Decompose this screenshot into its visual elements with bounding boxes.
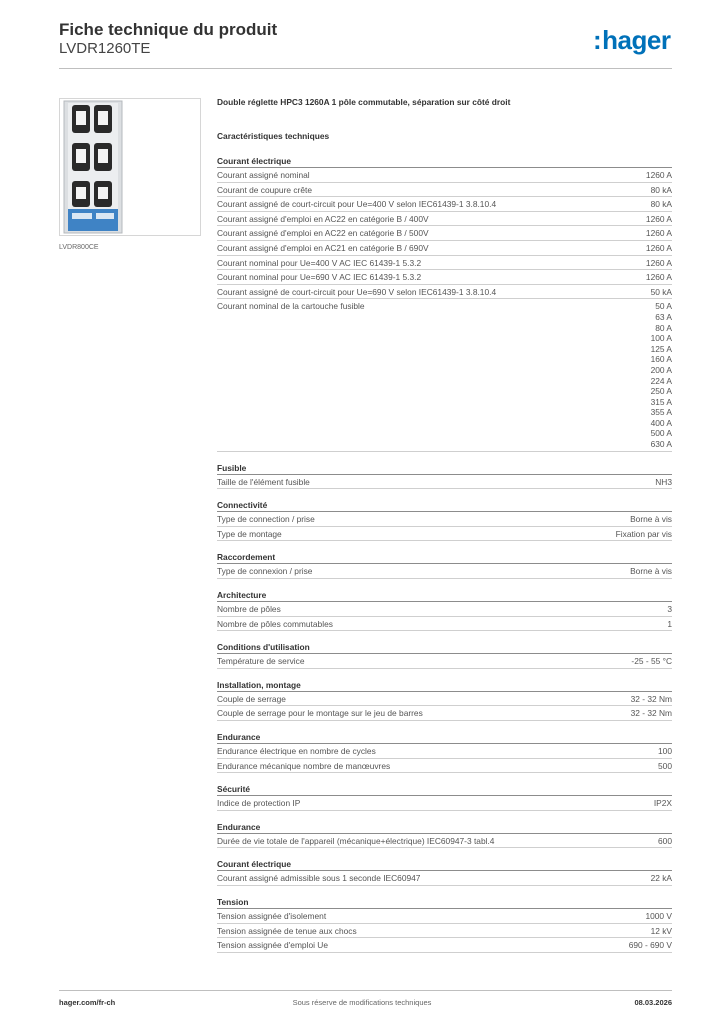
spec-value: 1260 A <box>645 272 672 283</box>
spec-label: Indice de protection IP <box>217 798 301 809</box>
spec-row <box>217 475 672 490</box>
image-caption: LVDR800CE <box>59 244 99 251</box>
spec-value: 500 A <box>650 428 672 439</box>
footer-divider <box>59 990 672 991</box>
spec-value: 63 A <box>655 311 672 322</box>
spec-label: Endurance mécanique nombre de manœuvres <box>217 760 391 771</box>
spec-value: 315 A <box>650 396 672 407</box>
spec-row <box>217 226 672 241</box>
spec-row <box>217 759 672 774</box>
section-title: Endurance <box>217 731 672 744</box>
spec-value: 80 kA <box>650 199 672 210</box>
spec-value: 600 <box>658 835 672 846</box>
section-title: Conditions d'utilisation <box>217 641 672 654</box>
spec-row <box>217 938 672 953</box>
spec-label: Courant assigné admissible sous 1 seconde IEC60947 <box>217 873 421 884</box>
hager-logo <box>593 27 670 53</box>
spec-value: 80 A <box>655 322 672 333</box>
spec-value: Borne à vis <box>630 514 672 525</box>
spec-row <box>217 564 672 579</box>
spec-section <box>217 462 672 490</box>
spec-value: -25 - 55 °C <box>631 656 672 667</box>
spec-row <box>217 212 672 227</box>
logo-colon: : <box>593 25 602 55</box>
spec-section <box>217 731 672 773</box>
section-title: Fusible <box>217 462 672 475</box>
fuse-switch-illustration <box>60 99 200 235</box>
section-title: Endurance <box>217 821 672 834</box>
spec-value: 100 A <box>650 333 672 344</box>
spec-row <box>217 909 672 924</box>
technical-characteristics-title: Caractéristiques techniques <box>217 131 330 141</box>
product-description: Double réglette HPC3 1260A 1 pôle commutable, séparation sur côté droit <box>217 97 511 107</box>
spec-label: Courant nominal pour Ue=690 V AC IEC 61439-1 5.3.2 <box>217 272 422 283</box>
spec-row <box>217 285 672 300</box>
spec-row <box>217 796 672 811</box>
spec-label: Nombre de pôles <box>217 604 281 615</box>
spec-sections <box>217 155 672 953</box>
spec-section <box>217 589 672 631</box>
spec-label: Nombre de pôles commutables <box>217 618 333 629</box>
spec-value: IP2X <box>653 798 672 809</box>
spec-row <box>217 527 672 542</box>
product-code: LVDR1260TE <box>59 40 151 57</box>
spec-label: Couple de serrage pour le montage sur le jeu de barres <box>217 708 423 719</box>
spec-value: 50 A <box>655 301 672 312</box>
spec-row <box>217 706 672 721</box>
spec-value: 690 - 690 V <box>628 940 672 951</box>
spec-label: Type de connexion / prise <box>217 566 313 577</box>
spec-label: Taille de l'élément fusible <box>217 476 310 487</box>
spec-value: 32 - 32 Nm <box>630 708 672 719</box>
spec-value: 50 kA <box>650 286 672 297</box>
spec-row <box>217 299 672 451</box>
spec-label: Température de service <box>217 656 305 667</box>
spec-value: Fixation par vis <box>615 528 672 539</box>
product-image <box>59 98 201 236</box>
header-divider <box>59 68 672 69</box>
section-title: Courant électrique <box>217 155 672 168</box>
spec-label: Couple de serrage <box>217 693 286 704</box>
spec-value: 22 kA <box>650 873 672 884</box>
section-title: Courant électrique <box>217 858 672 871</box>
spec-label: Courant nominal de la cartouche fusible <box>217 301 365 312</box>
spec-value: 1260 A <box>645 228 672 239</box>
spec-value: 1260 A <box>645 213 672 224</box>
spec-label: Durée de vie totale de l'appareil (mécanique+électrique) IEC60947-3 tabl.4 <box>217 835 495 846</box>
spec-label: Courant assigné nominal <box>217 170 310 180</box>
footer-date: 08.03.2026 <box>634 998 672 1007</box>
spec-value: 3 <box>667 604 672 615</box>
section-title: Sécurité <box>217 783 672 796</box>
spec-label: Courant assigné de court-circuit pour Ue=400 V selon IEC61439-1 3.8.10.4 <box>217 199 497 210</box>
spec-section <box>217 551 672 579</box>
section-title: Architecture <box>217 589 672 602</box>
spec-value: NH3 <box>655 476 672 487</box>
spec-value: 32 - 32 Nm <box>630 693 672 704</box>
section-title: Raccordement <box>217 551 672 564</box>
spec-row <box>217 871 672 886</box>
spec-value: 224 A <box>650 375 672 386</box>
spec-row <box>217 512 672 527</box>
spec-label: Courant assigné d'emploi en AC21 en catégorie B / 690V <box>217 242 429 253</box>
footer-notice: Sous réserve de modifications techniques <box>292 998 432 1007</box>
spec-label: Type de connection / prise <box>217 514 315 525</box>
footer-website-link[interactable]: hager.com/fr-ch <box>59 998 116 1007</box>
page-title: Fiche technique du produit <box>59 20 278 39</box>
spec-value: 355 A <box>650 407 672 418</box>
spec-section <box>217 858 672 886</box>
spec-value: Borne à vis <box>630 566 672 577</box>
spec-section <box>217 679 672 721</box>
spec-section <box>217 155 672 452</box>
spec-value: 125 A <box>650 343 672 354</box>
spec-value: 500 <box>658 760 672 771</box>
spec-label: Tension assignée d'isolement <box>217 910 327 921</box>
spec-value: 160 A <box>650 354 672 365</box>
spec-row <box>217 834 672 849</box>
technical-content <box>217 95 672 963</box>
spec-value-list <box>651 301 672 449</box>
spec-row <box>217 617 672 632</box>
section-title: Installation, montage <box>217 679 672 692</box>
spec-value: 12 kV <box>650 925 672 936</box>
spec-label: Courant assigné d'emploi en AC22 en catégorie B / 500V <box>217 228 429 239</box>
spec-value: 1260 A <box>645 257 672 268</box>
spec-label: Courant assigné d'emploi en AC22 en catégorie B / 400V <box>217 213 429 224</box>
spec-section <box>217 821 672 849</box>
spec-value: 630 A <box>650 439 672 450</box>
spec-row <box>217 183 672 198</box>
spec-row <box>217 692 672 707</box>
spec-row <box>217 270 672 285</box>
spec-label: Tension assignée de tenue aux chocs <box>217 925 357 936</box>
spec-label: Tension assignée d'emploi Ue <box>217 940 329 951</box>
spec-value: 200 A <box>650 364 672 375</box>
spec-row <box>217 241 672 256</box>
spec-label: Courant de coupure crête <box>217 184 312 195</box>
spec-label: Type de montage <box>217 528 282 539</box>
spec-label: Courant nominal pour Ue=400 V AC IEC 61439-1 5.3.2 <box>217 257 422 268</box>
spec-value: 400 A <box>650 417 672 428</box>
spec-row <box>217 654 672 669</box>
spec-value: 80 kA <box>650 184 672 195</box>
spec-value: 100 <box>658 746 672 756</box>
spec-label: Courant assigné de court-circuit pour Ue=690 V selon IEC61439-1 3.8.10.4 <box>217 286 497 297</box>
spec-value: 1000 V <box>645 910 672 921</box>
section-title: Tension <box>217 896 672 909</box>
spec-label: Endurance électrique en nombre de cycles <box>217 746 376 756</box>
spec-row <box>217 197 672 212</box>
spec-section <box>217 896 672 953</box>
logo-text: hager <box>602 25 671 55</box>
spec-value: 1260 A <box>645 242 672 253</box>
spec-row <box>217 256 672 271</box>
spec-section <box>217 641 672 669</box>
spec-value: 1 <box>667 618 672 629</box>
spec-section <box>217 783 672 811</box>
section-title: Connectivité <box>217 499 672 512</box>
spec-row <box>217 168 672 183</box>
spec-row <box>217 602 672 617</box>
spec-value: 250 A <box>650 386 672 397</box>
spec-row <box>217 744 672 759</box>
spec-section <box>217 499 672 541</box>
spec-row <box>217 924 672 939</box>
spec-value: 1260 A <box>645 170 672 180</box>
